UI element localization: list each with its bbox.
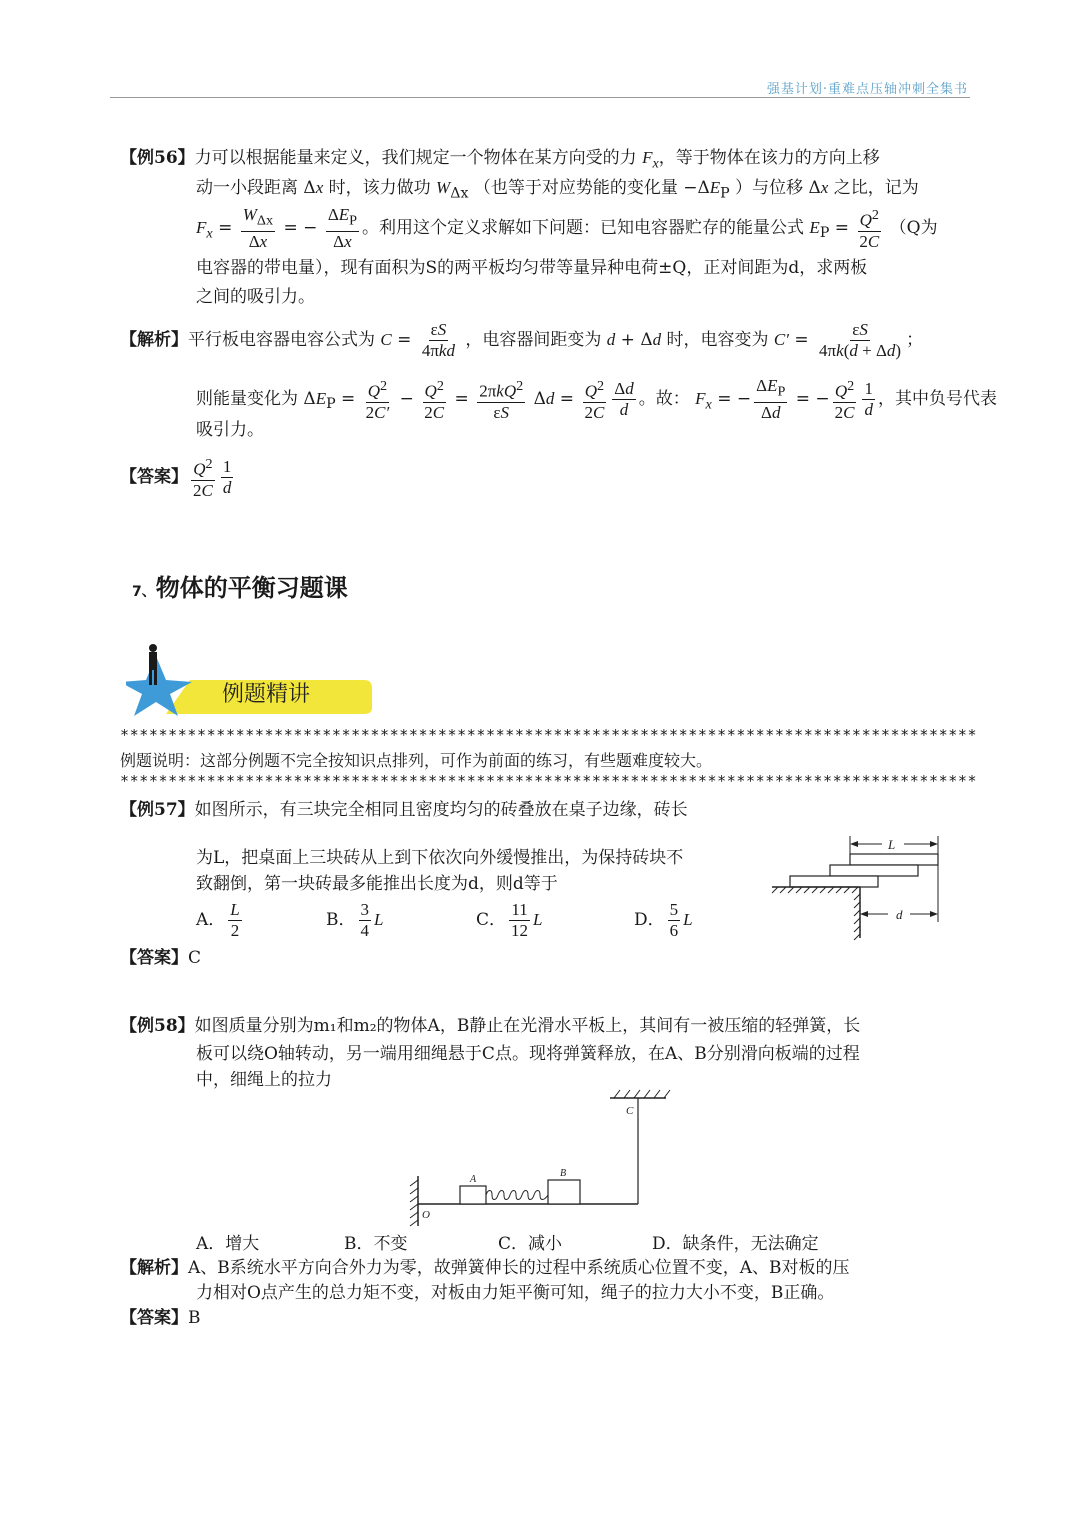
overhang-label: d	[896, 907, 903, 922]
formula-frac: $\frac{2\pi kQ^2}{\varepsilon S}$	[479, 378, 524, 422]
ex56-line-3: $F_x$ = $\frac{W_{\Delta x}}{\Delta x}$ = − $\frac{\Delta E_P}{\Delta x}$ 。利用这个定义求解如下问题：已知电容器贮存的能量公式 $E_P$ = $\frac{Q^2}{2C}$ （Q为	[196, 205, 938, 251]
ex57-answer: 【答案】C	[120, 948, 202, 968]
brick-middle	[830, 865, 918, 876]
formula-frac: $\frac{3}{4}$	[360, 900, 369, 940]
ex58-option-a: A．增大	[196, 1234, 260, 1254]
ceiling-hatching	[614, 1090, 670, 1098]
ex58-line-2: 板可以绕O轴转动，另一端用细绳悬于C点。现将弹簧释放，在A、B分别滑向板端的过程	[196, 1044, 860, 1064]
ex56-solution-3: 吸引力。	[196, 420, 264, 440]
formula-frac: $\frac{Q^2}{2C}$	[424, 378, 445, 422]
ex58-option-d: D．缺条件，无法确定	[652, 1234, 819, 1254]
block-b-label: B	[560, 1168, 567, 1179]
solution-label: 【解析】	[120, 1258, 188, 1278]
brick-top	[850, 854, 938, 865]
formula-frac: $\frac{Q^2}{2C'}$	[365, 378, 390, 422]
header-divider	[110, 97, 970, 98]
ex58-label: 【例58】	[120, 1016, 195, 1036]
stars-divider-top: *****************************************************************************************	[120, 726, 978, 744]
formula-frac: $\frac{Q^2}{2C}$	[193, 456, 213, 500]
formula-frac: $\frac{5}{6}$	[669, 900, 679, 940]
formula-frac: $\frac{1}{d}$	[864, 378, 873, 419]
ex56-answer	[120, 454, 236, 501]
ex57-line-1: 【例57】如图所示，有三块完全相同且密度均匀的砖叠放在桌子边缘，砖长	[120, 800, 688, 820]
block-b	[548, 1180, 580, 1204]
ex58-solution-1: 【解析】A、B系统水平方向合外力为零，故弹簧伸长的过程中系统质心位置不变，A、B对板的压	[120, 1258, 850, 1278]
section-title: 7、物体的平衡习题课	[132, 574, 348, 602]
ex57-option-a: A． $\frac{L}{2}$	[196, 900, 240, 940]
spring	[486, 1191, 548, 1200]
bricks-figure	[770, 826, 950, 944]
answer-label: 【答案】	[120, 948, 188, 968]
ex56-line-1: 【例56】力可以根据能量来定义，我们规定一个物体在某方向受的力 $F_x$，等于物体在该力的方向上移	[120, 148, 880, 172]
stars-divider-bottom: *****************************************************************************************	[120, 772, 978, 790]
ex56-line-2: 动一小段距离 Δx 时，该力做功 $W_{\Delta x}$ （也等于对应势能的变化量 $-\Delta E_P$ ）与位移 Δx 之比，记为	[196, 178, 919, 202]
formula-frac: $\frac{Q^2}{2C}$	[584, 378, 605, 422]
formula-frac: $\frac{\Delta d}{d}$	[614, 378, 634, 419]
banner-title: 例题精讲	[222, 682, 311, 707]
ex58-line-3: 中，细绳上的拉力	[196, 1070, 332, 1090]
lever-figure	[404, 1088, 674, 1230]
ex57-option-c: C． $\frac{11}{12}$ L	[476, 900, 543, 940]
answer-label: 【答案】	[120, 466, 188, 487]
ex57-option-b: B． $\frac{3}{4}$ L	[326, 900, 384, 940]
block-a-label: A	[470, 1174, 477, 1185]
table-hatching	[772, 887, 860, 940]
ex57-line-2: 为L，把桌面上三块砖从上到下依次向外缓慢推出，为保持砖块不	[196, 848, 684, 868]
ex56-label: 【例56】	[120, 148, 195, 168]
pivot-o-label: O	[422, 1209, 430, 1221]
formula-frac: $\frac{1}{d}$	[222, 456, 232, 497]
length-label: L	[888, 837, 896, 852]
ex58-option-c: C．减小	[498, 1234, 563, 1254]
ex57-label: 【例57】	[120, 800, 195, 820]
formula-frac: $\frac{L}{2}$	[230, 900, 240, 940]
formula-frac: $\frac{Q^2}{2C}$	[859, 207, 880, 251]
ex57-line-3: 致翻倒，第一块砖最多能推出长度为d，则d等于	[196, 874, 558, 894]
formula-frac: $\frac{Q^2}{2C}$	[834, 378, 855, 422]
block-a	[460, 1186, 486, 1204]
formula-frac: $\frac{\Delta E_P}{\Delta d}$	[756, 376, 786, 422]
formula-frac: $\frac{\varepsilon S}{\text{4πkd}}$	[421, 320, 455, 360]
ex58-option-b: B．不变	[344, 1234, 408, 1254]
formula-frac: $\frac{11}{12}$	[511, 900, 529, 940]
ex58-solution-2: 力相对O点产生的总力矩不变，对板由力矩平衡可知，绳子的拉力大小不变，B正确。	[196, 1283, 835, 1303]
ex56-solution-2: 则能量变化为 $\Delta E_P$ = $\frac{Q^2}{2C'}$ − $\frac{Q^2}{2C}$ = $\frac{2\pi kQ^2}{\varepsilon S}$ Δd = $\frac{Q^2}{2C}$ $\frac{\Delta d}{d}$ 。故： $F_x$ = − $\frac{\Delta E_P}{\Delta d}$ = − $\frac{Q^2}{2C}$ $\frac{1}{d}$ ，其中负号代表	[196, 376, 997, 422]
ex58-answer: 【答案】B	[120, 1308, 201, 1328]
formula-frac: $\frac{\Delta E_P}{\Delta x}$	[327, 205, 358, 251]
ex57-option-d: D． $\frac{5}{6}$ L	[634, 900, 693, 940]
example-note: 例题说明：这部分例题不完全按知识点排列，可作为前面的练习，有些题难度较大。	[120, 751, 713, 770]
answer-label: 【答案】	[120, 1308, 188, 1328]
ex56-line-5: 之间的吸引力。	[196, 287, 315, 307]
solution-label: 【解析】	[120, 330, 188, 350]
ex58-line-1: 【例58】如图质量分别为m₁和m₂的物体A，B静止在光滑水平板上，其间有一被压缩的轻弹簧，长	[120, 1016, 861, 1036]
formula-frac: $\frac{W_{\Delta x}}{\Delta x}$	[242, 205, 274, 251]
ex56-line-4: 电容器的带电量），现有面积为S的两平板均匀带等量异种电荷±Q，正对间距为d，求两板	[196, 258, 868, 278]
formula-frac: $\frac{\varepsilon S}{4\pi k(d + \Delta d)}$	[819, 320, 902, 360]
brick-bottom	[790, 876, 878, 887]
header-title: 强基计划·重难点压轴冲刺全集书	[766, 82, 968, 97]
point-c-label: C	[626, 1105, 634, 1117]
wall-hatching	[410, 1180, 418, 1226]
ex56-solution-1: 【解析】平行板电容器电容公式为 C = $\frac{\varepsilon S}{\text{4πkd}}$ ，电容器间距变为 d + Δd 时，电容变为 C′ = $\frac{\varepsilon S}{4\pi k(d + \Delta d)}$ ；	[120, 320, 924, 360]
